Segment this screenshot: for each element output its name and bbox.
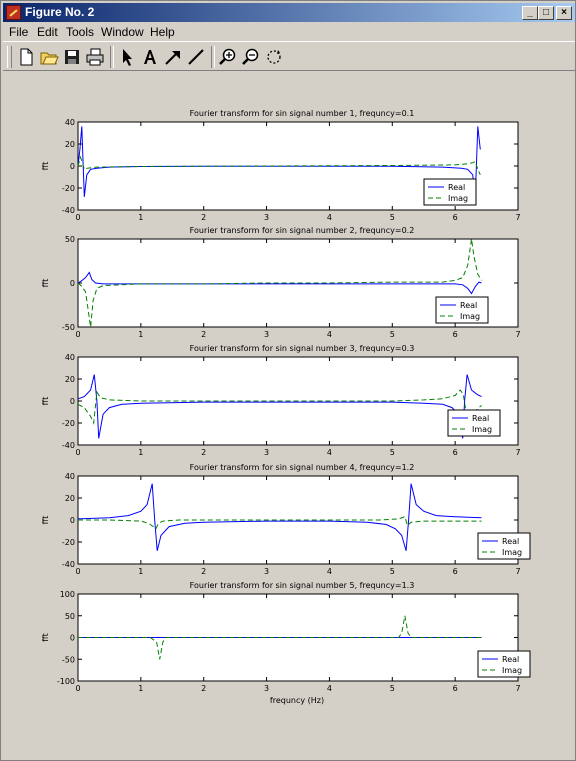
plot-title: Fourier transform for sin signal number 4, frequncy=1.2 [189, 463, 415, 472]
x-tick-label: 0 [75, 684, 81, 693]
x-tick-label: 2 [201, 684, 207, 693]
x-tick-label: 1 [138, 213, 144, 222]
x-tick-label: 7 [515, 567, 521, 576]
y-tick-label: 0 [69, 162, 75, 171]
x-tick-label: 3 [264, 448, 270, 457]
y-tick-label: -50 [61, 323, 75, 332]
x-tick-label: 7 [515, 213, 521, 222]
y-axis-label: fft [41, 278, 50, 288]
x-tick-label: 1 [138, 330, 144, 339]
menu-bar [3, 23, 575, 41]
legend-label-imag: Imag [448, 194, 469, 203]
y-tick-label: -40 [61, 560, 75, 569]
x-tick-label: 6 [452, 567, 458, 576]
x-tick-label: 2 [201, 213, 207, 222]
x-tick-label: 1 [138, 684, 144, 693]
y-tick-label: -20 [61, 419, 75, 428]
insert-text-icon[interactable] [139, 46, 161, 68]
toolbar-separator [110, 46, 114, 68]
insert-line-icon[interactable] [185, 46, 207, 68]
menu-edit[interactable]: Edit [37, 25, 58, 39]
x-tick-label: 4 [326, 684, 332, 693]
x-tick-label: 0 [75, 213, 81, 222]
x-tick-label: 3 [264, 330, 270, 339]
menu-file[interactable]: File [9, 25, 29, 39]
y-tick-label: 40 [64, 353, 75, 362]
y-tick-label: -40 [61, 206, 75, 215]
x-tick-label: 5 [389, 448, 395, 457]
legend-label-real: Real [460, 301, 478, 310]
x-tick-label: 5 [389, 567, 395, 576]
y-tick-label: 0 [69, 397, 75, 406]
zoom-out-icon[interactable] [240, 46, 262, 68]
matlab-app-icon [6, 5, 21, 20]
legend-label-real: Real [448, 183, 466, 192]
x-tick-label: 6 [452, 684, 458, 693]
y-tick-label: 0 [69, 279, 75, 288]
x-tick-label: 6 [452, 330, 458, 339]
y-axis-label: fft [41, 633, 50, 642]
toolbar-grip[interactable] [7, 46, 12, 68]
x-tick-label: 6 [452, 448, 458, 457]
legend-label-imag: Imag [502, 666, 523, 675]
open-file-icon[interactable] [38, 46, 60, 68]
y-tick-label: -50 [61, 655, 75, 665]
x-tick-label: 2 [201, 330, 207, 339]
x-tick-label: 5 [389, 213, 395, 222]
select-arrow-icon[interactable] [116, 46, 138, 68]
x-tick-label: 3 [264, 213, 270, 222]
x-axis-label: frequncy (Hz) [269, 696, 325, 705]
plot-title: Fourier transform for sin signal number 5, frequncy=1.3 [189, 581, 415, 590]
y-tick-label: 100 [59, 590, 75, 599]
x-tick-label: 7 [515, 330, 521, 339]
menu-help[interactable]: Help [150, 25, 175, 39]
plot-title: Fourier transform for sin signal number 1, frequncy=0.1 [189, 109, 415, 118]
y-tick-label: -40 [61, 441, 75, 450]
toolbar-separator [211, 46, 215, 68]
x-tick-label: 5 [389, 330, 395, 339]
subplot-1 [41, 109, 521, 222]
legend-label-real: Real [472, 414, 490, 423]
y-tick-label: -100 [56, 677, 75, 686]
print-icon[interactable] [84, 46, 106, 68]
legend-label-imag: Imag [472, 425, 493, 434]
x-tick-label: 4 [326, 330, 332, 339]
y-tick-label: 20 [64, 494, 75, 503]
y-tick-label: 40 [64, 472, 75, 481]
y-tick-label: -20 [61, 184, 75, 193]
maximize-button[interactable]: □ [538, 6, 554, 20]
toolbar [3, 41, 575, 71]
x-tick-label: 1 [138, 448, 144, 457]
y-tick-label: -20 [61, 538, 75, 547]
x-tick-label: 6 [452, 213, 458, 222]
title-bar[interactable] [3, 3, 575, 22]
legend-label-imag: Imag [502, 548, 523, 557]
x-tick-label: 3 [264, 684, 270, 693]
y-tick-label: 50 [64, 235, 75, 244]
x-tick-label: 0 [75, 448, 81, 457]
x-tick-label: 5 [389, 684, 395, 693]
y-tick-label: 50 [64, 611, 75, 621]
x-tick-label: 4 [326, 448, 332, 457]
save-icon[interactable] [61, 46, 83, 68]
y-tick-label: 20 [64, 140, 75, 149]
subplot-2 [41, 226, 521, 339]
close-button[interactable]: × [556, 6, 572, 20]
x-tick-label: 2 [201, 448, 207, 457]
x-tick-label: 0 [75, 567, 81, 576]
rotate-3d-icon[interactable] [263, 46, 285, 68]
new-figure-icon[interactable] [15, 46, 37, 68]
y-tick-label: 0 [69, 633, 75, 643]
legend-label-real: Real [502, 537, 520, 546]
legend-label-real: Real [502, 655, 520, 664]
menu-tools[interactable]: Tools [66, 25, 95, 39]
plot-title: Fourier transform for sin signal number 3, frequncy=0.3 [189, 344, 415, 353]
legend-label-imag: Imag [460, 312, 481, 321]
x-tick-label: 7 [515, 448, 521, 457]
menu-window[interactable]: Window [101, 25, 144, 39]
minimize-button[interactable]: _ [522, 6, 538, 20]
y-tick-label: 20 [64, 375, 75, 384]
x-tick-label: 3 [264, 567, 270, 576]
plot-title: Fourier transform for sin signal number 2, frequncy=0.2 [189, 226, 415, 235]
insert-arrow-icon[interactable] [162, 46, 184, 68]
y-tick-label: 0 [69, 516, 75, 525]
subplot-4 [41, 463, 530, 576]
y-axis-label: fft [41, 515, 50, 525]
figure-canvas [3, 72, 575, 752]
x-tick-label: 4 [326, 213, 332, 222]
x-tick-label: 2 [201, 567, 207, 576]
y-axis-label: fft [41, 161, 50, 171]
x-tick-label: 0 [75, 330, 81, 339]
y-tick-label: 40 [64, 118, 75, 127]
subplot-5 [41, 581, 530, 705]
x-tick-label: 1 [138, 567, 144, 576]
window-title: Figure No. 2 [25, 5, 95, 19]
x-tick-label: 7 [515, 684, 521, 693]
x-tick-label: 4 [326, 567, 332, 576]
y-axis-label: fft [41, 396, 50, 406]
subplot-3 [41, 344, 521, 457]
zoom-in-icon[interactable] [217, 46, 239, 68]
